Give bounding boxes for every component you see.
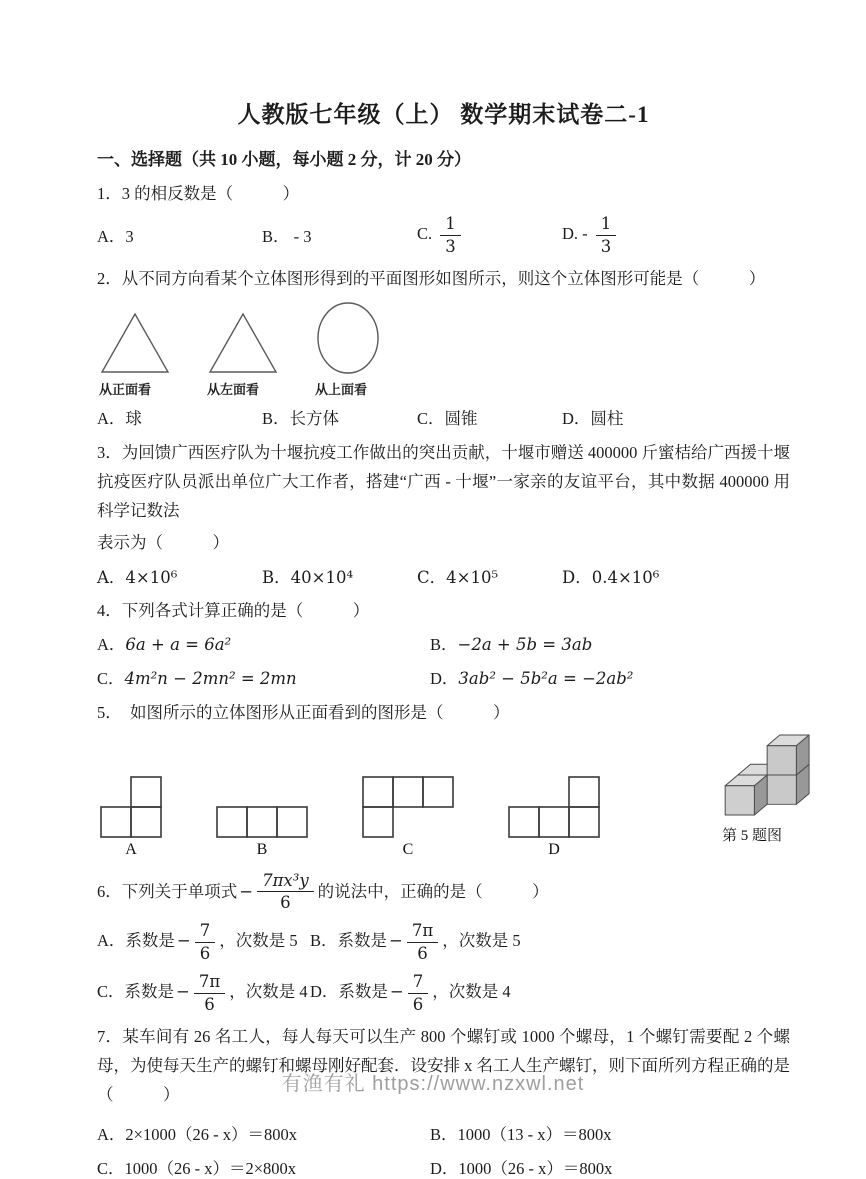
q7-stem: 7．某车间有 26 名工人，每人每天可以生产 800 个螺钉或 1000 个螺母，1 个螺钉需要配 2 个螺母，为使每天生产的螺钉和螺母刚好配套．设安排 x 名工人生产螺钉，则下面所列方程正确的是（ ） — [97, 1027, 790, 1105]
q2-option-d: D．圆柱 — [562, 408, 624, 428]
q1-option-c-fraction: $\frac{1}{3}$ — [440, 214, 461, 257]
q7-option-b: B．1000（13 - x）＝800x — [430, 1125, 612, 1145]
q1-option-d — [562, 214, 790, 257]
q6-option-a: A．系数是 − $\frac{7}{6}$ ，次数是 5 — [97, 921, 298, 963]
q5-figures — [99, 733, 790, 859]
q5-figure-a-label: A — [125, 840, 137, 858]
q1-option-d-label: D. - — [562, 224, 588, 244]
q6-stem-prefix: 6．下列关于单项式 — [97, 882, 238, 902]
q2-stem: 2．从不同方向看某个立体图形得到的平面图形如图所示，则这个立体图形可能是（ ） — [97, 268, 766, 288]
q5-figure-b-label: B — [256, 840, 268, 858]
q5-figure-b — [215, 775, 309, 859]
q6-stem-suffix: 的说法中，正确的是（ ） — [317, 882, 549, 902]
circle-top-view-icon — [315, 301, 383, 375]
q2-options — [97, 404, 790, 430]
q2-front-view-label: 从正面看 — [99, 381, 152, 397]
q7-options-row2 — [97, 1155, 790, 1179]
squares-shape-a-icon — [99, 775, 163, 839]
q5-stem: 5． 如图所示的立体图形从正面看到的图形是（ ） — [97, 702, 510, 722]
footer-watermark: 有渔有礼 https://www.nzxwl.net — [281, 1073, 585, 1095]
triangle-front-view-icon — [99, 311, 171, 375]
q6-monomial-fraction: $\frac{\text{7πx³y}}{6}$ — [257, 871, 314, 914]
q3-option-c: C．4×10⁵ — [417, 567, 499, 587]
q7-option-d: D．1000（26 - x）＝800x — [430, 1159, 613, 1179]
stacked-cubes-icon — [691, 733, 813, 819]
q2-option-b: B．长方体 — [262, 408, 340, 428]
q1-option-d-fraction: $\frac{1}{3}$ — [596, 214, 617, 257]
q7-option-c: C．1000（26 - x）＝2×800x — [97, 1159, 297, 1179]
q5-figure-d — [507, 775, 601, 859]
q1-option-c-label: C. — [417, 224, 433, 244]
q6-options-row1 — [97, 921, 790, 964]
q4-options-row2 — [97, 665, 790, 689]
q7-option-a: A．2×1000（26 - x）＝800x — [97, 1125, 297, 1145]
q5-figure-caption: 第 5 题图 — [721, 827, 782, 844]
q2-option-c: C．圆锥 — [417, 408, 478, 428]
q1-option-a: A．3 — [97, 227, 134, 247]
q4-option-b: B．−2a + 5b = 3ab — [430, 634, 593, 654]
q4-options-row1 — [97, 631, 790, 655]
q7-options-row1 — [97, 1121, 790, 1145]
q3-stem: 3．为回馈广西医疗队为十堰抗疫工作做出的突出贡献，十堰市赠送 400000 斤蜜桔给广西援十堰抗疫医疗队员派出单位广大工作者，搭建“广西 - 十堰”一家亲的友谊平台，其中数据 400000 用科学记数法 — [97, 442, 790, 520]
section-heading: 一、选择题（共 10 小题，每小题 2 分，计 20 分） — [97, 150, 471, 169]
squares-shape-c-icon — [361, 775, 455, 839]
q4-option-d: D．3ab² − 5b²a = −2ab² — [430, 668, 634, 688]
q5-solid-figure — [691, 733, 813, 845]
q6-option-c: C．系数是 − $\frac{7\pi}{6}$ ，次数是 4 — [97, 971, 308, 1014]
q6-option-d: D．系数是 − $\frac{7}{6}$ ，次数是 4 — [310, 971, 511, 1014]
q5-figure-d-label: D — [548, 840, 560, 858]
q4-option-c: C．4m²n − 2mn² = 2mn — [97, 668, 297, 688]
q3-option-d: D．0.4×10⁶ — [562, 567, 660, 587]
q2-front-view — [99, 311, 171, 398]
q2-top-view-label: 从上面看 — [315, 381, 368, 397]
q1-stem: 1．3 的相反数是（ ） — [97, 184, 300, 203]
q5-figure-c-label: C — [402, 840, 414, 858]
q2-left-view — [207, 311, 279, 398]
q3-options — [97, 563, 790, 589]
q4-option-a: A．6a + a = 6a² — [97, 634, 232, 654]
triangle-left-view-icon — [207, 311, 279, 375]
q4-stem: 4．下列各式计算正确的是（ ） — [97, 600, 370, 620]
squares-shape-b-icon — [215, 775, 309, 839]
q1-option-c — [417, 214, 562, 257]
q3-option-a: A．4×10⁶ — [97, 567, 178, 587]
q2-view-figures — [99, 301, 790, 398]
q6-stem — [97, 871, 790, 914]
squares-shape-d-icon — [507, 775, 601, 839]
q6-minus-sign: − — [239, 882, 254, 902]
q2-top-view — [315, 301, 383, 398]
q2-left-view-label: 从左面看 — [207, 381, 260, 397]
q3-option-b: B．40×10⁴ — [262, 567, 354, 587]
q1-options — [97, 214, 790, 257]
q5-figure-a — [99, 775, 163, 859]
q5-figure-c — [361, 775, 455, 859]
q3-stem-line2: 表示为（ ） — [97, 532, 229, 552]
q6-option-b: B．系数是 − $\frac{7\pi}{6}$ ，次数是 5 — [310, 921, 521, 963]
q6-options-row2 — [97, 972, 790, 1015]
page-title: 人教版七年级（上） 数学期末试卷二-1 — [237, 102, 650, 127]
q1-option-b: B． - 3 — [262, 227, 312, 247]
q2-option-a: A．球 — [97, 408, 142, 428]
